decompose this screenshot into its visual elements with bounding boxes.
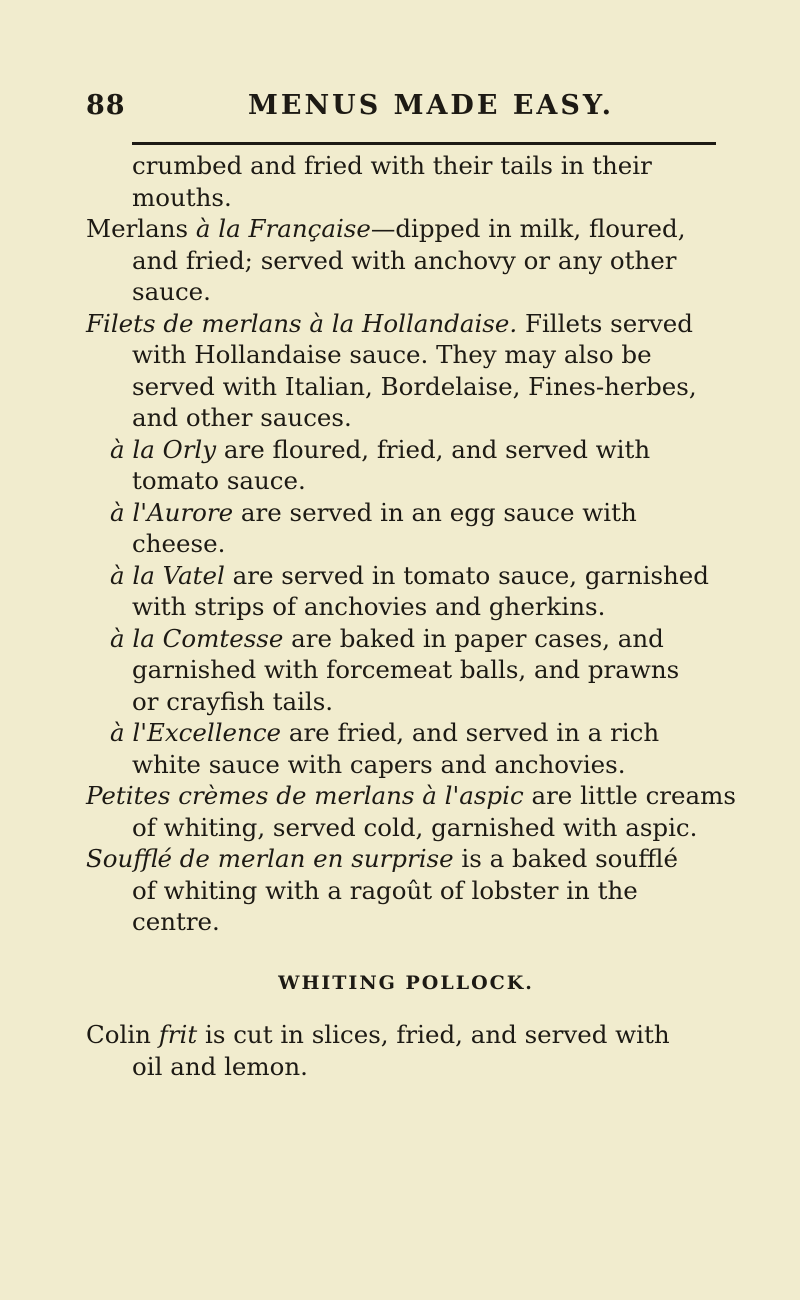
italic-text: Filets de merlans à la Hollandaise.	[86, 308, 518, 338]
page-body	[86, 150, 736, 1082]
text-line	[86, 276, 726, 308]
text-run: and other sauces.	[132, 403, 352, 432]
page-header	[86, 90, 716, 130]
header-rule	[132, 142, 716, 145]
italic-text: à l'Aurore	[110, 497, 234, 527]
text-line	[86, 497, 726, 529]
text-run: and fried; served with anchovy or any other	[132, 245, 677, 275]
italic-text: à la Vatel	[110, 560, 225, 590]
text-line	[86, 1051, 726, 1083]
italic-text: à l'Excellence	[110, 718, 282, 747]
italic-text: à la Comtesse	[110, 623, 284, 653]
italic-text: à la Orly	[110, 434, 217, 464]
text-line	[86, 371, 726, 403]
italic-text: frit	[158, 1020, 198, 1049]
text-run: with strips of anchovies and gherkins.	[132, 592, 606, 621]
text-line	[86, 528, 726, 560]
text-line	[86, 434, 726, 466]
text-run: Fillets served	[517, 308, 693, 338]
text-run: oil and lemon.	[132, 1051, 308, 1081]
text-run: are little creams	[523, 781, 736, 810]
text-run: garnished with forcemeat balls, and prawns	[132, 655, 680, 684]
running-title: MENUS MADE EASY.	[248, 90, 615, 121]
text-line	[86, 812, 726, 844]
text-run: tomato sauce.	[132, 466, 306, 495]
text-run: crumbed and fried with their tails in their	[132, 151, 652, 180]
text-run: are fried, and served in a rich	[281, 718, 660, 747]
text-block-pollock	[86, 1019, 726, 1082]
text-line	[86, 906, 726, 938]
text-run: mouths.	[132, 182, 232, 212]
text-run: are floured, fried, and served with	[216, 434, 651, 464]
text-run: of whiting, served cold, garnished with aspic.	[132, 812, 698, 842]
text-line	[86, 654, 726, 686]
text-run: of whiting with a ragoût of lobster in the	[132, 875, 638, 905]
text-run: with Hollandaise sauce. They may also be	[132, 340, 652, 369]
text-line	[86, 213, 726, 245]
text-line	[86, 560, 726, 592]
text-run: Colin	[86, 1020, 159, 1049]
text-line	[86, 465, 726, 497]
text-line	[86, 623, 726, 655]
text-line	[86, 591, 726, 623]
text-run: is a baked soufflé	[453, 844, 678, 873]
text-line	[86, 402, 726, 434]
text-run: is cut in slices, fried, and served with	[197, 1020, 670, 1049]
text-line	[86, 749, 726, 781]
text-run: served with Italian, Bordelaise, Fines-herbes,	[132, 371, 697, 401]
text-line	[86, 150, 726, 182]
text-line	[86, 245, 726, 277]
italic-text: à la Française	[195, 214, 371, 243]
text-line	[86, 1019, 726, 1051]
text-line	[86, 875, 726, 907]
text-line	[86, 339, 726, 371]
text-block-whiting-dishes	[86, 150, 736, 938]
text-line	[86, 717, 726, 749]
text-run: or crayfish tails.	[132, 686, 334, 716]
text-run: Merlans	[86, 214, 196, 243]
page-number: 88	[86, 90, 126, 121]
text-run: centre.	[132, 907, 220, 936]
text-line	[86, 843, 726, 875]
text-run: sauce.	[132, 277, 211, 306]
italic-text: Petites crèmes de merlans à l'aspic	[86, 781, 524, 810]
section-heading: WHITING POLLOCK.	[278, 971, 534, 994]
text-run: are served in tomato sauce, garnished	[224, 560, 709, 590]
text-run: cheese.	[132, 529, 226, 558]
text-run: are baked in paper cases, and	[283, 623, 664, 653]
text-line	[86, 686, 726, 718]
text-run: —dipped in milk, floured,	[370, 214, 686, 243]
italic-text: Soufflé de merlan en surprise	[86, 844, 454, 873]
text-line	[86, 308, 726, 340]
text-line	[86, 182, 726, 214]
text-run: are served in an egg sauce with	[233, 497, 637, 527]
text-run: white sauce with capers and anchovies.	[132, 749, 626, 779]
text-line	[86, 780, 736, 812]
